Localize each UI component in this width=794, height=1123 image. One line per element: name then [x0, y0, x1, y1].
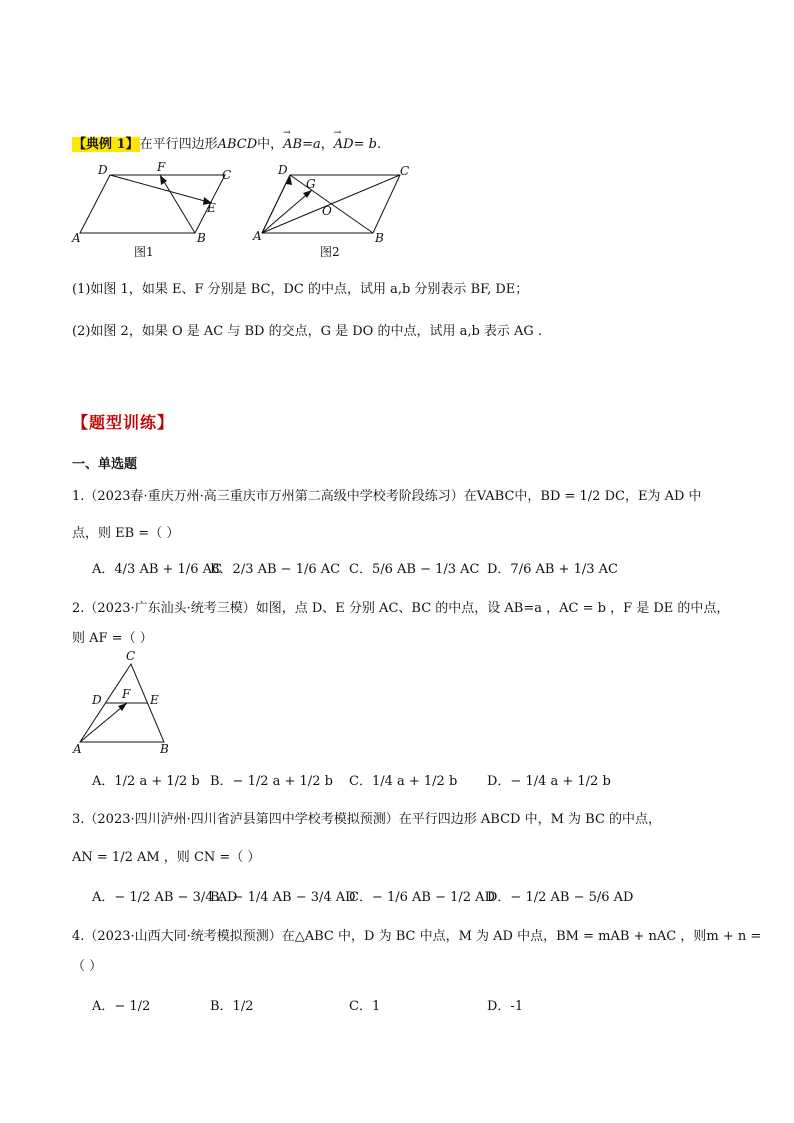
problem-3-line-1: 3.（2023·四川泸州·四川省泸县第四中学校考模拟预测）在平行四边形 ABCD 中，M 为 BC 的中点， [72, 812, 662, 827]
problem-3-option-c[interactable]: C．− 1/6 AB − 1/2 AD [349, 890, 495, 905]
problem-3-line-2: AN = 1/2 AM ，则 CN =（ ） [72, 850, 261, 865]
p2-label-a: A [73, 742, 82, 756]
fig2-label-c: C [400, 164, 410, 178]
section-subtitle: 一、单选题 [72, 457, 138, 472]
figure-1 [70, 160, 245, 260]
problem-2-option-b[interactable]: B．− 1/2 a + 1/2 b [210, 774, 333, 789]
vector-ad: → AD [334, 137, 354, 152]
period: . [376, 137, 382, 152]
p2-label-d: D [92, 693, 102, 707]
fig2-caption: 图2 [320, 245, 340, 259]
example-question-1: (1)如图 1，如果 E、F 分别是 BC，DC 的中点，试用 a,b 分别表示 BF, DE； [72, 282, 529, 297]
section-title: 【题型训练】 [72, 413, 175, 432]
problem-1-option-d[interactable]: D．7/6 AB + 1/3 AC [487, 562, 618, 577]
comma: ， [320, 137, 334, 152]
problem-1-option-b[interactable]: B．2/3 AB − 1/6 AC [210, 562, 341, 577]
problem-4-line-1: 4.（2023·山西大同·统考模拟预测）在△ABC 中，D 为 BC 中点，M 为 AD 中点，BM = mAB + nAC ，则m + n = [72, 929, 762, 944]
problem-4-line-2: （ ） [72, 959, 103, 974]
example-tag: 【典例 1】 [73, 137, 139, 152]
vector-ab: → AB [283, 137, 302, 152]
problem-3-option-a[interactable]: A．− 1/2 AB − 3/4 AD [92, 890, 238, 905]
problem-3-option-b[interactable]: B．− 1/4 AB − 3/4 AD [210, 890, 356, 905]
fig1-label-e: E [207, 201, 216, 215]
problem-3-option-d[interactable]: D．− 1/2 AB − 5/6 AD [487, 890, 634, 905]
fig1-caption: 图1 [134, 245, 154, 259]
problem-2-line-2: 则 AF =（ ） [72, 631, 153, 646]
intro-post: 中， [257, 137, 284, 152]
problem-2-line-1: 2.（2023·广东汕头·统考三模）如图，点 D、E 分别 AC、BC 的中点，设 AB=a ，AC = b ，F 是 DE 的中点， [72, 601, 730, 616]
figure-2 [250, 160, 420, 260]
example-question-2: (2)如图 2，如果 O 是 AC 与 BD 的交点，G 是 DO 的中点，试用 a,b 表示 AG . [72, 324, 543, 339]
problem-4-option-c[interactable]: C．1 [349, 999, 381, 1014]
problem-2-option-c[interactable]: C．1/4 a + 1/2 b [349, 774, 458, 789]
fig1-label-a: A [72, 231, 81, 245]
problem-2-option-d[interactable]: D．− 1/4 a + 1/2 b [487, 774, 611, 789]
fig1-label-c: C [222, 168, 232, 182]
p2-label-e: E [150, 693, 159, 707]
problem-4-option-d[interactable]: D．-1 [487, 999, 524, 1014]
problem-4-option-b[interactable]: B．1/2 [210, 999, 254, 1014]
problem-2-option-a[interactable]: A．1/2 a + 1/2 b [92, 774, 200, 789]
fig2-label-d: D [278, 163, 288, 177]
fig1-label-f: F [157, 160, 166, 174]
eq-a: =a [302, 137, 321, 152]
fig2-label-a: A [253, 229, 262, 243]
intro-shape: ABCD [217, 137, 258, 152]
problem-1-option-c[interactable]: C．5/6 AB − 1/3 AC [349, 562, 480, 577]
fig1-label-b: B [197, 231, 206, 245]
p2-label-f: F [122, 687, 131, 701]
problem-4-option-a[interactable]: A．− 1/2 [92, 999, 151, 1014]
problem-2-figure [70, 648, 180, 758]
p2-label-b: B [160, 742, 169, 756]
eq-b: = b [353, 137, 377, 152]
intro-text: 在平行四边形 [139, 137, 218, 152]
problem-1-line-1: 1.（2023春·重庆万州·高三重庆市万州第二高级中学校考阶段练习）在VABC中，BD = 1/2 DC，E为 AD 中 [72, 489, 702, 504]
problem-1-option-a[interactable]: A．4/3 AB + 1/6 AC [92, 562, 222, 577]
p2-label-c: C [126, 649, 136, 663]
fig2-label-o: O [322, 204, 332, 218]
fig1-label-d: D [98, 163, 108, 177]
fig2-label-g: G [306, 177, 316, 191]
example-intro [72, 133, 381, 152]
problem-1-line-2: 点，则 EB =（ ） [72, 526, 180, 541]
fig2-label-b: B [375, 231, 384, 245]
